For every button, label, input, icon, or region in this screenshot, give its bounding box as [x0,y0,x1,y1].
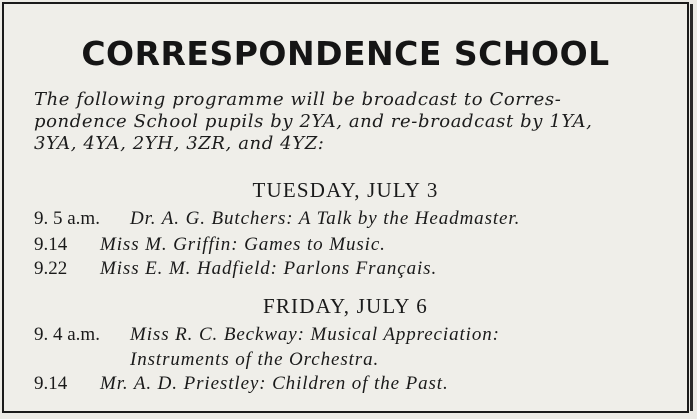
programme-description-continued: Instruments of the Orchestra. [130,349,380,370]
programme-item [34,258,684,280]
programme-time: 9. 5 a.m. [34,208,100,229]
programme-time: 9. 4 a.m. [34,324,100,345]
programme-description: Dr. A. G. Butchers: A Talk by the Headmaster. [130,208,521,229]
programme-time: 9.14 [34,373,68,394]
programme-description: Mr. A. D. Priestley: Children of the Past. [100,373,449,394]
intro-line: pondence School pupils by 2YA, and re-broadcast by 1YA, [34,111,593,132]
intro-line: 3YA, 4YA, 2YH, 3ZR, and 4YZ: [34,133,325,154]
programme-description: Miss M. Griffin: Games to Music. [100,234,386,255]
notice-frame [2,2,689,413]
programme-description: Miss E. M. Hadfield: Parlons Français. [100,258,438,279]
day-heading-friday: FRIDAY, JULY 6 [262,294,429,318]
programme-item [34,208,684,230]
programme-continuation [34,349,697,371]
intro-text [34,89,664,155]
programme-item [34,234,684,256]
programme-time: 9.14 [34,234,68,255]
programme-item [34,373,684,395]
notice-title: CORRESPONDENCE SCHOOL [81,34,610,73]
intro-line: The following programme will be broadcast to Corres- [34,89,562,110]
day-heading-tuesday: TUESDAY, JULY 3 [252,178,439,202]
programme-item [34,324,684,346]
programme-description: Miss R. C. Beckway: Musical Appreciation: [130,324,500,345]
programme-time: 9.22 [34,258,68,279]
